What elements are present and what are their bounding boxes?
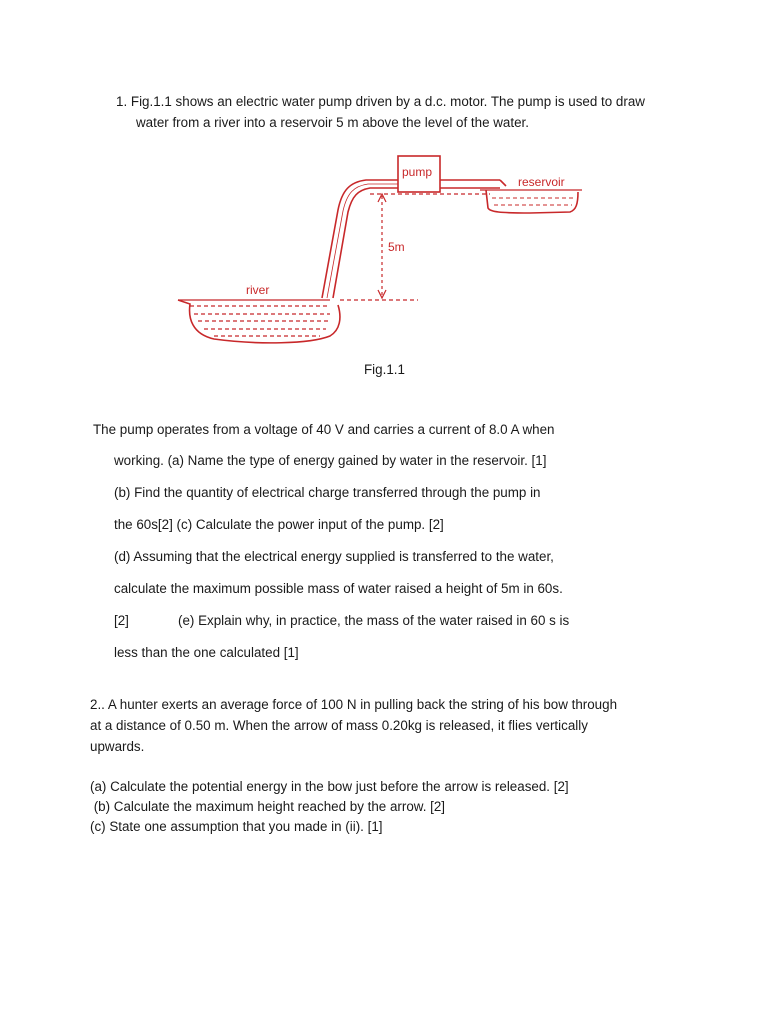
q1-line-e <box>114 613 570 628</box>
reservoir-tank <box>480 190 582 213</box>
q2-intro-line-3: upwards. <box>90 739 145 754</box>
q1-intro-line-2: water from a river into a reservoir 5 m above the level of the water. <box>136 115 529 130</box>
figure-caption: Fig.1.1 <box>364 362 405 377</box>
reservoir-label: reservoir <box>518 175 565 189</box>
q2-part-b: (b) Calculate the maximum height reached by the arrow. [2] <box>90 799 446 814</box>
q2-intro-line-2: at a distance of 0.50 m. When the arrow of mass 0.20kg is released, it flies vertically <box>90 718 588 733</box>
q1-body-line-6: calculate the maximum possible mass of water raised a height of 5m in 60s. <box>114 581 563 596</box>
q1-body-line-5: (d) Assuming that the electrical energy supplied is transferred to the water, <box>114 549 554 564</box>
q1-body-line-2: working. (a) Name the type of energy gained by water in the reservoir. [1] <box>114 453 547 468</box>
q1-line-e-text: (e) Explain why, in practice, the mass of the water raised in 60 s is <box>178 613 570 628</box>
q2-part-c: (c) State one assumption that you made in (ii). [1] <box>90 819 383 834</box>
q1-body-line-4: the 60s[2] (c) Calculate the power input of the pump. [2] <box>114 517 444 532</box>
q1-intro-line-1: 1. Fig.1.1 shows an electric water pump driven by a d.c. motor. The pump is used to draw <box>116 94 645 109</box>
pump-box <box>398 156 440 192</box>
height-marker <box>340 194 490 300</box>
water-pipe <box>322 180 506 298</box>
q1-line-e-marks: [2] <box>114 613 129 628</box>
height-label: 5m <box>388 240 405 254</box>
q1-body-line-3: (b) Find the quantity of electrical charge transferred through the pump in <box>114 485 541 500</box>
pump-label: pump <box>402 165 433 179</box>
q2-part-a: (a) Calculate the potential energy in the bow just before the arrow is released. [2] <box>90 779 569 794</box>
river-label: river <box>246 283 270 297</box>
q1-body-line-1: The pump operates from a voltage of 40 V and carries a current of 8.0 A when <box>93 422 555 437</box>
river-basin <box>178 300 340 343</box>
q1-last-line: less than the one calculated [1] <box>114 645 299 660</box>
fig-1-1-diagram <box>170 140 600 355</box>
q2-intro-line-1: 2.. A hunter exerts an average force of 100 N in pulling back the string of his bow through <box>90 697 618 712</box>
